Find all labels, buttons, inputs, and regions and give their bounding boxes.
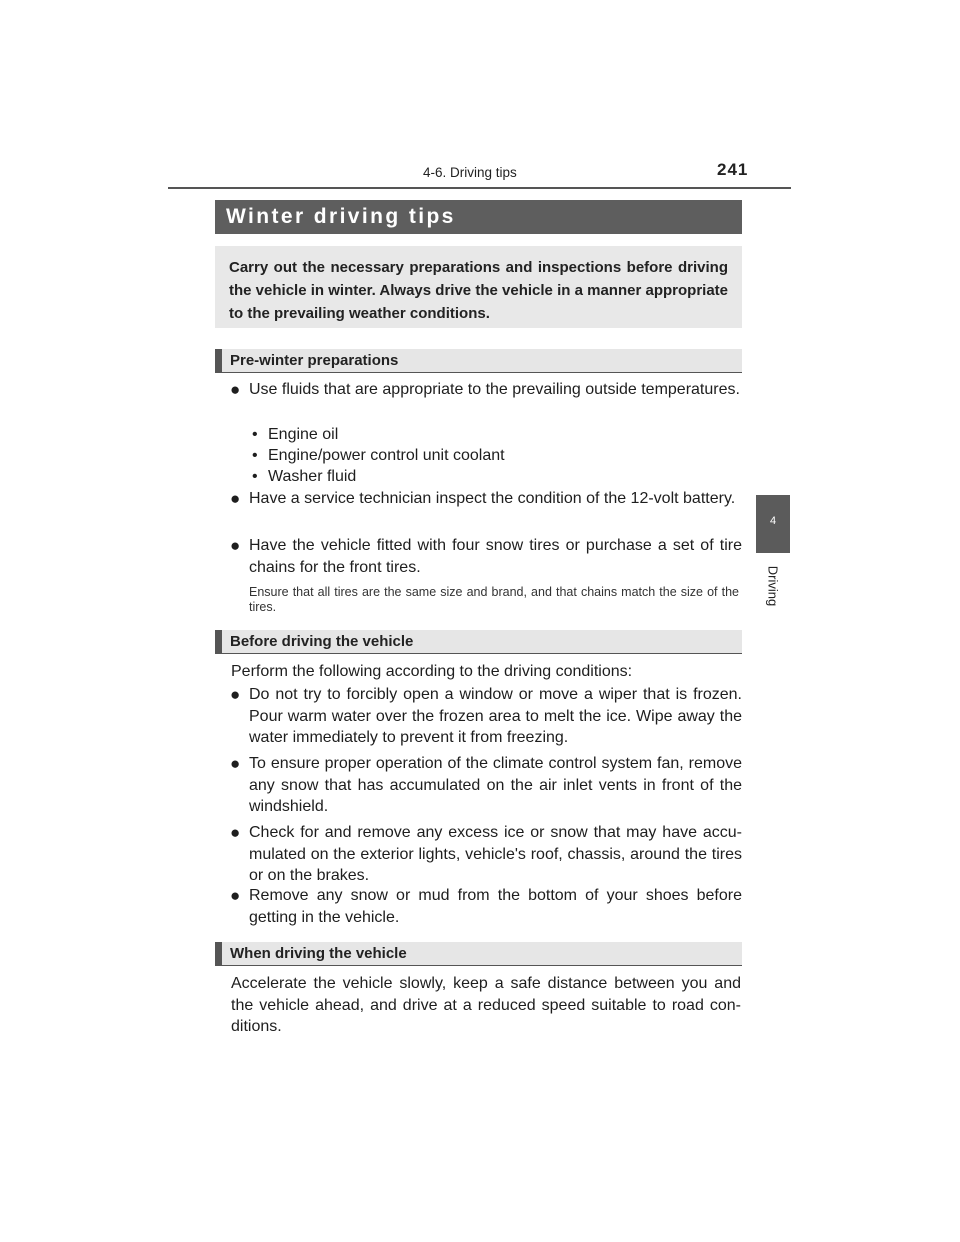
bullet-text: To ensure proper operation of the climate control system fan, remove any snow that has accumulated on the air inlet vents in front of the windshield.: [249, 755, 742, 815]
bullet-text: Remove any snow or mud from the bottom of your shoes before getting in the vehicle.: [249, 887, 742, 926]
running-header-section: 4-6. Driving tips: [423, 165, 517, 180]
intro-box: [215, 246, 742, 328]
header-divider: [168, 187, 791, 189]
page-number: 241: [717, 160, 749, 179]
bullet-frozen-window: [230, 684, 742, 749]
sub-item-coolant: [252, 445, 505, 466]
bullet-text: Check for and remove any excess ice or snow that may have accumulated on the exterior lights, vehicle's roof, chassis, around the tires or on the brakes.: [249, 824, 742, 884]
sub-item-text: Engine oil: [268, 426, 339, 443]
bullet-icon: ●: [230, 489, 241, 508]
bullet-text: Have a service technician inspect the condition of the 12-volt battery.: [249, 490, 736, 507]
intro-text: Carry out the necessary preparations and inspections before driving the vehicle in winter. Always drive the vehicle in a manner appropriate to the prevailing weather conditions.: [229, 259, 728, 322]
page-title-bar: [215, 200, 742, 234]
section-heading-text: When driving the vehicle: [230, 945, 407, 962]
section-heading-when-driving: [215, 942, 742, 966]
page-title: Winter driving tips: [226, 205, 456, 228]
tire-note: Ensure that all tires are the same size and brand, and that chains match the size of the tires.: [249, 585, 739, 614]
bullet-icon: ●: [230, 823, 241, 842]
sub-bullet-icon: •: [252, 468, 258, 485]
bullet-fluids: [230, 379, 742, 401]
bullet-air-inlet: [230, 753, 742, 818]
bullet-icon: ●: [230, 886, 241, 905]
sub-item-engine-oil: [252, 424, 338, 445]
section-heading-text: Pre-winter preparations: [230, 352, 399, 369]
section-heading-before-driving: [215, 630, 742, 654]
bullet-battery: [230, 488, 742, 510]
chapter-label-wrapper: [764, 556, 782, 616]
before-driving-intro: Perform the following according to the driving conditions:: [231, 663, 633, 680]
bullet-shoes: [230, 885, 742, 928]
bullet-icon: ●: [230, 754, 241, 773]
bullet-text: Do not try to forcibly open a window or move a wiper that is frozen. Pour warm water over the frozen area to melt the ice. Wipe away the water immediately to prevent it from freezing.: [249, 686, 742, 746]
bullet-icon: ●: [230, 380, 241, 399]
sub-bullet-icon: •: [252, 426, 258, 443]
sub-item-text: Washer fluid: [268, 468, 357, 485]
when-driving-text: Accelerate the vehicle slowly, keep a safe distance between you and the vehicle ahead, and drive at a reduced speed suitable to road conditions.: [231, 975, 741, 1035]
bullet-excess-ice: [230, 822, 742, 887]
section-heading-text: Before driving the vehicle: [230, 633, 414, 650]
bullet-icon: ●: [230, 685, 241, 704]
section-heading-pre-winter: [215, 349, 742, 373]
sub-bullet-icon: •: [252, 447, 258, 464]
bullet-text: Have the vehicle fitted with four snow tires or purchase a set of tire chains for the front tires.: [249, 537, 742, 576]
chapter-number: 4: [769, 515, 777, 527]
chapter-tab: [756, 495, 790, 553]
sub-item-washer-fluid: [252, 466, 356, 487]
bullet-tires: [230, 535, 742, 578]
sub-item-text: Engine/power control unit coolant: [268, 447, 505, 464]
chapter-label: Driving: [765, 565, 781, 607]
bullet-icon: ●: [230, 536, 241, 555]
bullet-text: Use fluids that are appropriate to the prevailing outside temperatures.: [249, 381, 740, 398]
